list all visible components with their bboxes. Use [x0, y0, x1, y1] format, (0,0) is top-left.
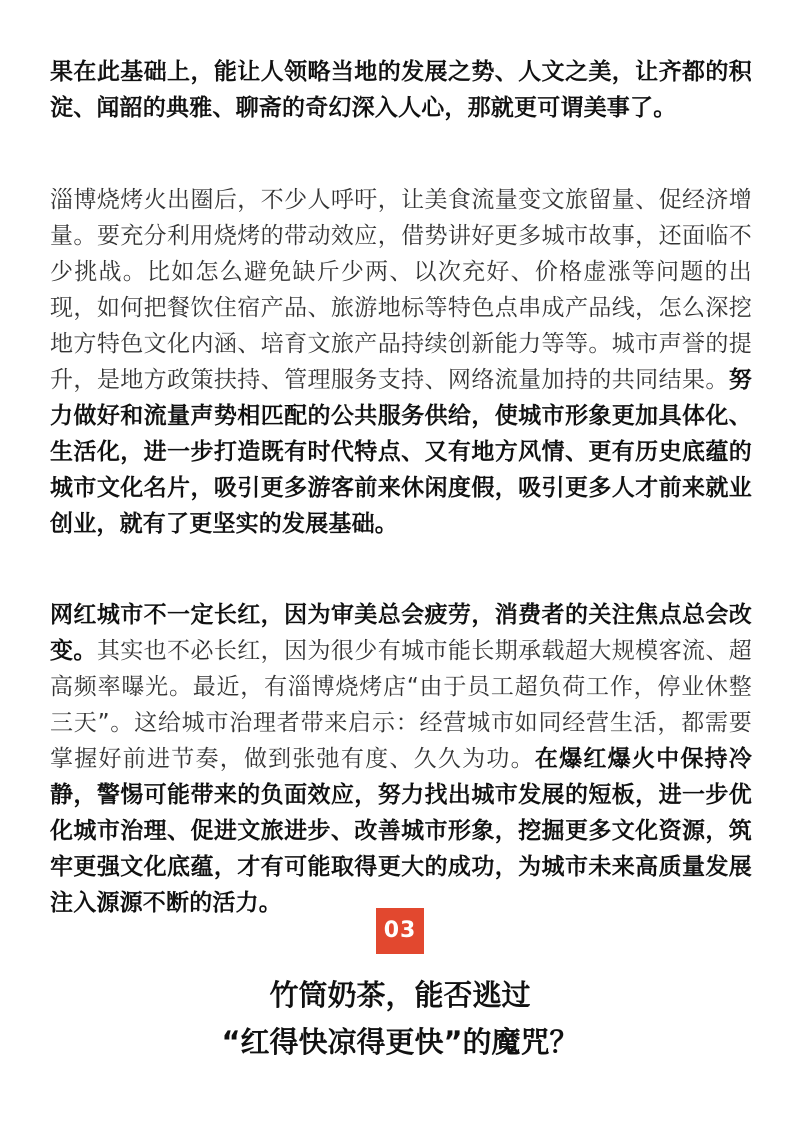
paragraph-bold-text: 果在此基础上，能让人领略当地的发展之势、人文之美，让齐都的积淀、闻韶的典雅、聊斋的奇幻深入人心，那就更可谓美事了。	[50, 59, 752, 121]
section-number-badge: 03	[376, 908, 424, 954]
paragraph-bold-text: 在爆红爆火中保持冷静，警惕可能带来的负面效应，努力找出城市发展的短板，进一步优化城市治理、促进文旅进步、改善城市形象，挖掘更多文化资源，筑牢更强文化底蕴，才有可能取得更大的成功，为城市未来高质量发展注入源源不断的活力。	[50, 746, 752, 916]
article-body	[50, 54, 752, 921]
paragraph-intro-conclusion	[50, 54, 752, 126]
paragraph-bold-lead: 网红城市不一定长红，因为审美总会疲劳，消费者的关注焦点总会改变。	[50, 602, 752, 664]
paragraph-normal-text: 淄博烧烤火出圈后，不少人呼吁，让美食流量变文旅留量、促经济增量。要充分利用烧烤的带动效应，借势讲好更多城市故事，还面临不少挑战。比如怎么避免缺斤少两、以次充好、价格虚涨等问题的出现，如何把餐饮住宿产品、旅游地标等特色点串成产品线，怎么深挖地方特色文化内涵、培育文旅产品持续创新能力等等。城市声誉的提升，是地方政策扶持、管理服务支持、网络流量加持的共同结果。	[50, 187, 752, 393]
section-title	[0, 972, 800, 1066]
paragraph-zibo-bbq-challenges	[50, 182, 752, 542]
paragraph-internet-celebrity-city	[50, 597, 752, 921]
section-title-line-2: “红得快凉得更快”的魔咒？	[221, 1025, 579, 1059]
paragraph-normal-text: 其实也不必长红，因为很少有城市能长期承载超大规模客流、超高频率曝光。最近，有淄博烧烤店“由于员工超负荷工作，停业休整三天”。这给城市治理者带来启示：经营城市如同经营生活，都需要掌握好前进节奏，做到张弛有度、久久为功。	[50, 638, 752, 772]
section-title-line-1: 竹筒奶茶，能否逃过	[269, 978, 531, 1012]
paragraph-bold-text: 努力做好和流量声势相匹配的公共服务供给，使城市形象更加具体化、生活化，进一步打造既有时代特点、又有地方风情、更有历史底蕴的城市文化名片，吸引更多游客前来休闲度假，吸引更多人才前来就业创业，就有了更坚实的发展基础。	[50, 367, 752, 537]
